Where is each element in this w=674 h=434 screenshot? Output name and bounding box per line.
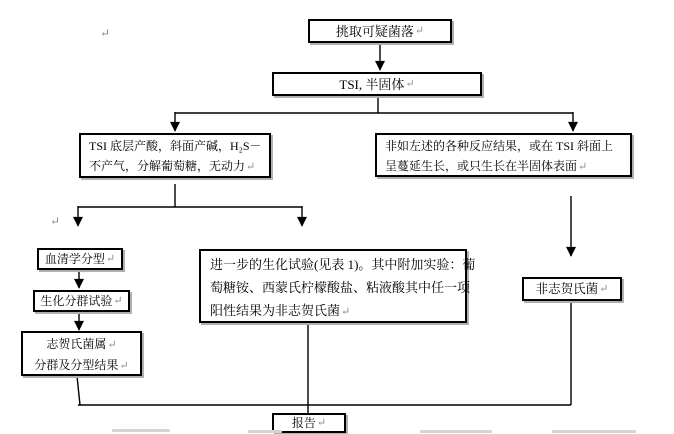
- node-tsi-atypical-line1: 非如左述的各种反应结果，或在 TSI 斜面上: [385, 139, 614, 153]
- paragraph-return-icon: ↵: [113, 294, 123, 307]
- paragraph-return-icon: ↵: [341, 306, 351, 318]
- paragraph-return-icon: ↵: [405, 77, 415, 90]
- node-shigella-result: [21, 331, 142, 376]
- node-pick-colony: [308, 19, 452, 43]
- page-artifact: [552, 430, 636, 433]
- node-shigella-result-line1: 志贺氏菌属↵: [46, 337, 117, 351]
- paragraph-return-icon: ↵: [119, 360, 129, 372]
- node-tsi-semisolid-label: TSI, 半固体: [339, 76, 405, 92]
- node-report: [272, 413, 346, 433]
- node-non-shigella: [522, 277, 622, 301]
- page-artifact: [112, 429, 170, 432]
- node-tsi-atypical-line2: 呈蔓延生长，或只生长在半固体表面↵: [385, 159, 588, 173]
- node-report-label: 报告: [291, 416, 316, 430]
- node-serotyping-label: 血清学分型: [44, 252, 105, 266]
- node-tsi-typical-result: [79, 133, 271, 178]
- node-further-biochem: [199, 249, 476, 323]
- paragraph-return-icon: ↵: [100, 26, 111, 40]
- paragraph-return-icon: ↵: [107, 339, 117, 351]
- paragraph-return-icon: ↵: [50, 214, 61, 228]
- node-shigella-result-line2: 分群及分型结果↵: [34, 358, 129, 372]
- page-artifact: [248, 430, 282, 433]
- node-further-biochem-line3: 阳性结果为非志贺氏菌↵: [210, 303, 351, 318]
- node-pick-colony-label: 挑取可疑菌落: [335, 23, 414, 39]
- paragraph-return-icon: ↵: [578, 161, 588, 173]
- node-serotyping: [37, 248, 123, 270]
- paragraph-return-icon: ↵: [246, 161, 256, 173]
- node-tsi-typical-line1: TSI 底层产酸，斜面产碱，H₂S－: [89, 139, 262, 153]
- node-biochem-grouping-label: 生化分群试验: [40, 294, 113, 308]
- paragraph-return-icon: ↵: [105, 252, 116, 265]
- node-biochem-grouping: [33, 290, 130, 312]
- paragraph-return-icon: ↵: [414, 24, 425, 37]
- node-non-shigella-label: 非志贺氏菌: [535, 281, 599, 296]
- node-tsi-atypical-result: [375, 133, 632, 177]
- edge-result-down: [77, 376, 80, 405]
- paragraph-return-icon: ↵: [316, 416, 327, 429]
- paragraph-return-icon: ↵: [599, 282, 609, 295]
- node-further-biochem-line1: 进一步的生化试验(见表 1)。其中附加实验：葡: [210, 257, 476, 272]
- node-tsi-typical-line2: 不产气，分解葡萄糖，无动力↵: [89, 159, 256, 173]
- page-artifact: [420, 430, 492, 433]
- node-tsi-semisolid: [272, 72, 482, 96]
- node-further-biochem-line2: 萄糖铵、西蒙氏柠檬酸盐、粘液酸其中任一项: [210, 280, 471, 295]
